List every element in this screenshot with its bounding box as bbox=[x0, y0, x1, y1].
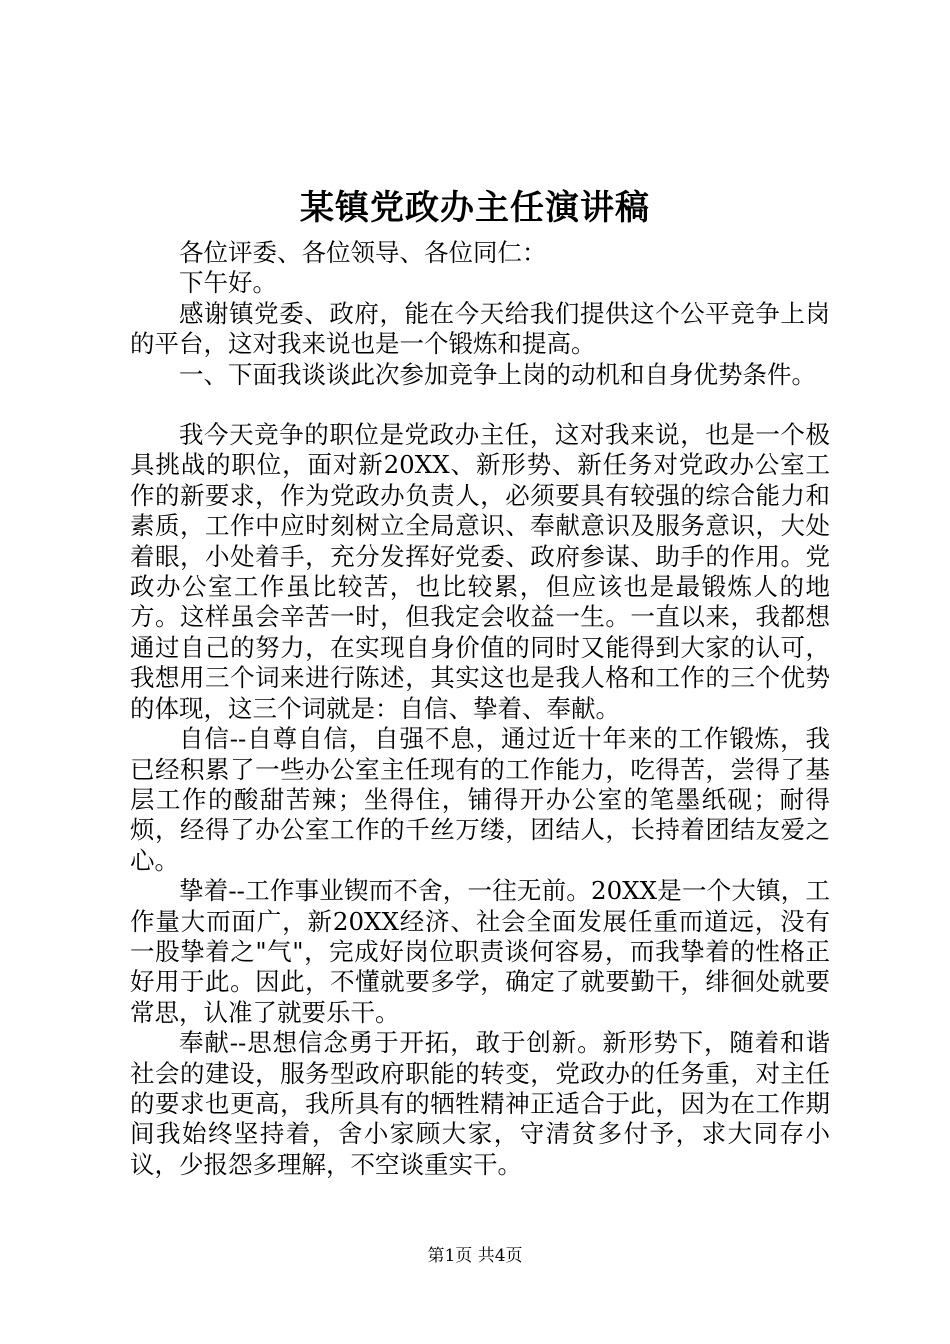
document-body bbox=[130, 238, 830, 1180]
motivation-paragraph: 我今天竞争的职位是党政办主任，这对我来说，也是一个极具挑战的职位，面对新20XX、新形势、新任务对党政办公室工作的新要求，作为党政办负责人，必须要具有较强的综合能力和素质，工作中应时刻树立全局意识、奉献意识及服务意识，大处着眼，小处着手，充分发挥好党委、政府参谋、助手的作用。党政办公室工作虽比较苦，也比较累，但应该也是最锻炼人的地方。这样虽会辛苦一时，但我定会收益一生。一直以来，我都想通过自己的努力，在实现自身价值的同时又能得到大家的认可，我想用三个词来进行陈述，其实这也是我人格和工作的三个优势的体现，这三个词就是：自信、挚着、奉献。 bbox=[130, 420, 830, 723]
dedication-paragraph: 奉献--思想信念勇于开拓，敢于创新。新形势下，随着和谐社会的建设，服务型政府职能的转变，党政办的任务重，对主任的要求也更高，我所具有的牺牲精神正适合于此，因为在工作期间我始终坚持着，舍小家顾大家，守清贫多付予，求大同存小议，少报怨多理解，不空谈重实干。 bbox=[130, 1028, 830, 1179]
thanks-paragraph: 感谢镇党委、政府，能在今天给我们提供这个公平竞争上岗的平台，这对我来说也是一个锻炼和提高。 bbox=[130, 298, 830, 359]
salutation-paragraph: 各位评委、各位领导、各位同仁： bbox=[179, 238, 547, 267]
greeting-paragraph: 下午好。 bbox=[179, 268, 277, 298]
page-number-footer: 第1页 共4页 bbox=[427, 1246, 523, 1266]
section-heading-paragraph: 一、下面我谈谈此次参加竞争上岗的动机和自身优势条件。 bbox=[179, 359, 816, 389]
persistence-paragraph: 挚着--工作事业锲而不舍，一往无前。20XX是一个大镇，工作量大而面广，新20XX经济、社会全面发展任重而道远，没有一股挚着之"气"，完成好岗位职责谈何容易，而我挚着的性格正好用于此。因此，不懂就要多学，确定了就要勤干，绯徊处就要常思，认准了就要乐干。 bbox=[130, 876, 830, 1027]
confidence-paragraph: 自信--自尊自信，自强不息，通过近十年来的工作锻炼，我已经积累了一些办公室主任现有的工作能力，吃得苦，尝得了基层工作的酸甜苦辣；坐得住，铺得开办公室的笔墨纸砚；耐得烦，经得了办公室工作的千丝万缕，团结人，长持着团结友爱之心。 bbox=[130, 724, 830, 875]
document-title: 某镇党政办主任演讲稿 bbox=[300, 188, 650, 228]
